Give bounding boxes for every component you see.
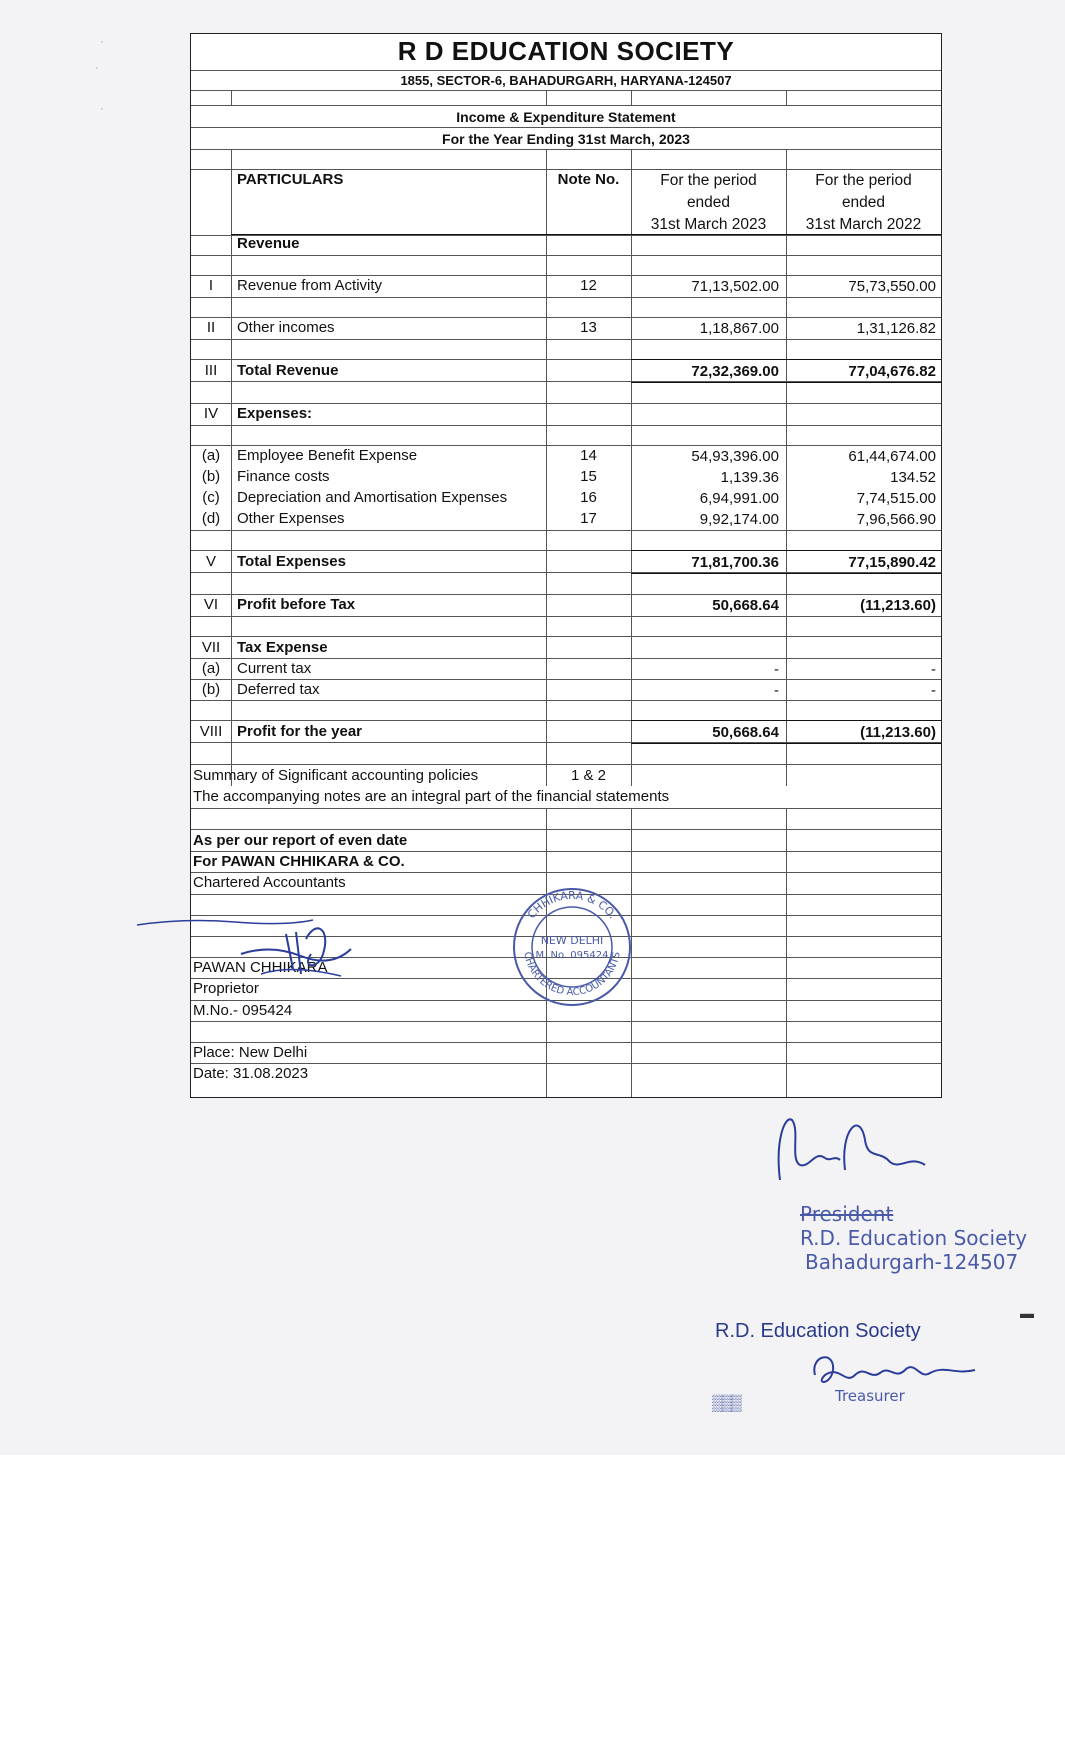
col-current-3: 31st March 2023 bbox=[650, 216, 767, 233]
row-previous: (11,213.60) bbox=[860, 724, 936, 741]
pen-stroke bbox=[135, 910, 315, 940]
row-current: 50,668.64 bbox=[712, 597, 779, 614]
row-previous: 61,44,674.00 bbox=[848, 448, 936, 465]
stamp-ring-top: CHHIKARA & CO. bbox=[524, 888, 620, 922]
policies-note: 1 & 2 bbox=[570, 767, 607, 784]
org-name: R D EDUCATION SOCIETY bbox=[397, 36, 735, 66]
row-number: IV bbox=[203, 405, 219, 422]
row-label: Expenses: bbox=[237, 405, 313, 422]
scan-mark: · bbox=[100, 103, 104, 115]
scan-mark: · bbox=[95, 62, 99, 74]
row-number: VII bbox=[201, 639, 221, 656]
row-number: (d) bbox=[201, 510, 221, 527]
row-label: Profit before Tax bbox=[237, 596, 356, 613]
row-note: 12 bbox=[580, 277, 597, 294]
president-signature bbox=[770, 1110, 940, 1190]
membership-number: M.No.- 095424 bbox=[193, 1002, 293, 1019]
row-number: VI bbox=[203, 596, 219, 613]
row-label: Deferred tax bbox=[237, 681, 320, 698]
statement-period: For the Year Ending 31st March, 2023 bbox=[442, 131, 690, 147]
row-current: - bbox=[774, 661, 779, 678]
org-address: 1855, SECTOR-6, BAHADURGARH, HARYANA-124507 bbox=[400, 73, 732, 88]
row-previous: 77,04,676.82 bbox=[848, 363, 936, 380]
row-number: (b) bbox=[201, 468, 221, 485]
row-number: I bbox=[208, 277, 214, 294]
report-text: As per our report of even date bbox=[193, 832, 408, 849]
place: Place: New Delhi bbox=[193, 1044, 308, 1061]
row-label: Finance costs bbox=[237, 468, 330, 485]
revenue-heading: Revenue bbox=[237, 235, 300, 252]
row-current: - bbox=[774, 682, 779, 699]
president-place: Bahadurgarh-124507 bbox=[805, 1250, 1019, 1274]
row-number: (a) bbox=[201, 447, 221, 464]
treasurer-org: R.D. Education Society bbox=[715, 1320, 921, 1342]
row-previous: 7,96,566.90 bbox=[856, 511, 936, 528]
row-current: 71,81,700.36 bbox=[691, 554, 779, 571]
row-label: Total Revenue bbox=[237, 362, 339, 379]
row-current: 9,92,174.00 bbox=[699, 511, 779, 528]
policies-text: Summary of Significant accounting policies bbox=[193, 767, 479, 784]
svg-text:CHHIKARA & CO. bbox=[525, 889, 619, 921]
row-number: III bbox=[204, 362, 218, 379]
row-label: Tax Expense bbox=[237, 639, 328, 656]
row-label: Depreciation and Amortisation Expenses bbox=[237, 489, 508, 506]
row-current: 54,93,396.00 bbox=[691, 448, 779, 465]
firm-type: Chartered Accountants bbox=[193, 874, 346, 891]
row-number: VIII bbox=[199, 723, 223, 740]
president-org: R.D. Education Society bbox=[800, 1226, 1028, 1250]
row-previous: 75,73,550.00 bbox=[848, 278, 936, 295]
col-previous-1: For the period bbox=[815, 172, 912, 189]
row-note: 15 bbox=[580, 468, 597, 485]
scan-mark: ▬ bbox=[1020, 1305, 1034, 1321]
firm-name: For PAWAN CHHIKARA & CO. bbox=[193, 853, 405, 870]
ink-smudge: ▒▒▒ bbox=[712, 1395, 741, 1412]
row-current: 50,668.64 bbox=[712, 724, 779, 741]
treasurer-title: Treasurer bbox=[835, 1387, 905, 1405]
col-current-1: For the period bbox=[660, 172, 757, 189]
signatory-role: Proprietor bbox=[193, 980, 259, 997]
row-previous: 7,74,515.00 bbox=[856, 490, 936, 507]
row-note: 17 bbox=[580, 510, 597, 527]
ca-stamp bbox=[511, 886, 633, 1008]
row-note: 14 bbox=[580, 447, 597, 464]
col-previous-2: ended bbox=[841, 194, 886, 211]
row-label: Revenue from Activity bbox=[237, 277, 383, 294]
statement-title: Income & Expenditure Statement bbox=[456, 109, 676, 125]
notes-text: The accompanying notes are an integral part of the financial statements bbox=[193, 788, 670, 805]
col-current-2: ended bbox=[686, 194, 731, 211]
col-particulars: PARTICULARS bbox=[237, 171, 344, 188]
row-number: II bbox=[206, 319, 216, 336]
scan-mark: · bbox=[100, 36, 104, 48]
date: Date: 31.08.2023 bbox=[193, 1065, 309, 1082]
row-previous: - bbox=[931, 682, 936, 699]
row-current: 1,139.36 bbox=[720, 469, 779, 486]
row-note: 16 bbox=[580, 489, 597, 506]
president-title: President bbox=[800, 1202, 894, 1226]
row-label: Other Expenses bbox=[237, 510, 345, 527]
row-previous: 1,31,126.82 bbox=[856, 320, 936, 337]
row-label: Profit for the year bbox=[237, 723, 363, 740]
row-current: 6,94,991.00 bbox=[699, 490, 779, 507]
row-number: V bbox=[205, 553, 216, 570]
row-number: (a) bbox=[201, 660, 221, 677]
stamp-ring-bottom: CHARTERED ACCOUNTANTS bbox=[521, 950, 623, 999]
row-current: 1,18,867.00 bbox=[699, 320, 779, 337]
row-previous: 134.52 bbox=[890, 469, 936, 486]
row-current: 71,13,502.00 bbox=[691, 278, 779, 295]
row-label: Total Expenses bbox=[237, 553, 346, 570]
stamp-member-number: M. No. 095424 bbox=[535, 950, 609, 961]
row-note: 13 bbox=[580, 319, 597, 336]
row-label: Current tax bbox=[237, 660, 312, 677]
row-current: 72,32,369.00 bbox=[691, 363, 779, 380]
stamp-city: NEW DELHI bbox=[540, 934, 604, 947]
row-previous: 77,15,890.42 bbox=[848, 554, 936, 571]
row-number: (c) bbox=[202, 489, 220, 506]
col-previous-3: 31st March 2022 bbox=[805, 216, 922, 233]
col-note: Note No. bbox=[557, 171, 620, 188]
signatory-name: PAWAN CHHIKARA bbox=[193, 959, 328, 976]
row-label: Other incomes bbox=[237, 319, 335, 336]
row-number: (b) bbox=[201, 681, 221, 698]
row-previous: - bbox=[931, 661, 936, 678]
row-previous: (11,213.60) bbox=[860, 597, 936, 614]
row-label: Employee Benefit Expense bbox=[237, 447, 418, 464]
